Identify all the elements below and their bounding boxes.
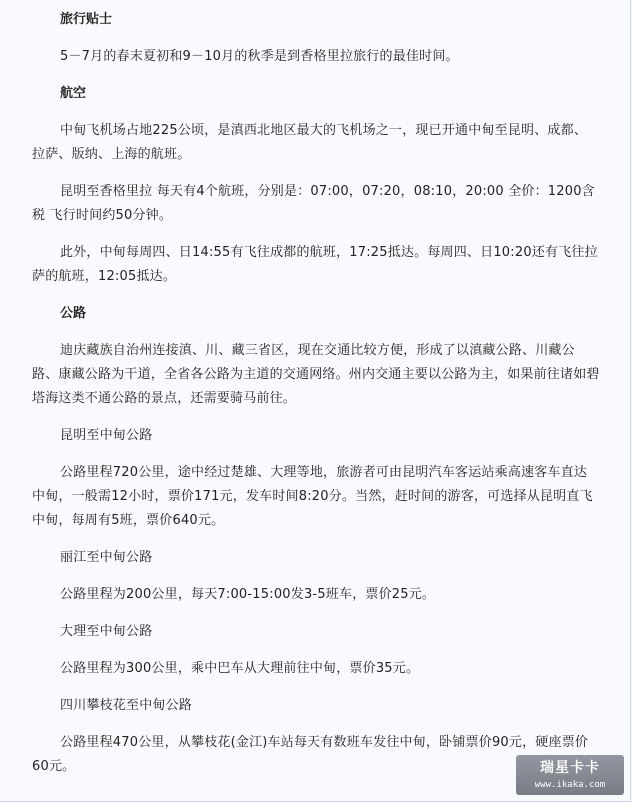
heading-aviation: 航空 [60,86,87,101]
watermark-url: www.ikaka.com [534,780,606,790]
heading-highway: 公路 [60,306,87,321]
paragraph-panzhihua-road: 公路里程470公里，从攀枝花(金江)车站每天有数班车发往中甸，卧铺票价90元，硬座票价60元。 [32,735,589,774]
subheading-panzhihua-road: 四川攀枝花至中甸公路 [60,698,193,713]
site-watermark-logo [516,755,624,795]
paragraph-other-flights: 此外，中甸每周四、日14:55有飞往成都的航班，17:25抵达。每周四、日10:20还有飞往拉萨的航班，12:05抵达。 [32,245,598,284]
subheading-kunming-road: 昆明至中甸公路 [60,428,153,443]
paragraph-lijiang-road: 公路里程为200公里，每天7:00-15:00发3-5班车，票价25元。 [60,587,436,602]
heading-travel-tips: 旅行贴士 [60,12,113,27]
watermark-brand: 瑞星卡卡 [540,760,600,776]
paragraph-highway-network: 迪庆藏族自治州连接滇、川、藏三省区，现在交通比较方便，形成了以滇藏公路、川藏公路、康藏公路为干道，全省各公路为主道的交通网络。州内交通主要以公路为主，如果前往诸如碧塔海这类不通公路的景点，还需要骑马前往。 [32,343,600,406]
article-content [32,8,600,792]
paragraph-best-time: 5－7月的春末夏初和9－10月的秋季是到香格里拉旅行的最佳时间。 [60,49,459,64]
subheading-lijiang-road: 丽江至中甸公路 [60,550,153,565]
paragraph-kunming-flights: 昆明至香格里拉 每天有4个航班，分别是：07:00，07:20，08:10，20:00 全价：1200含税 飞行时间约50分钟。 [32,184,595,223]
paragraph-kunming-road: 公路里程720公里，途中经过楚雄、大理等地，旅游者可由昆明汽车客运站乘高速客车直达中甸，一般需12小时，票价171元，发车时间8:20分。当然，赶时间的游客，可选择从昆明直飞中甸，每周有5班，票价640元。 [32,465,593,528]
subheading-dali-road: 大理至中甸公路 [60,624,153,639]
paragraph-dali-road: 公路里程为300公里，乘中巴车从大理前往中甸，票价35元。 [60,661,420,676]
paragraph-airport: 中甸飞机场占地225公顷，是滇西北地区最大的飞机场之一，现已开通中甸至昆明、成都、拉萨、版纳、上海的航班。 [32,123,588,162]
